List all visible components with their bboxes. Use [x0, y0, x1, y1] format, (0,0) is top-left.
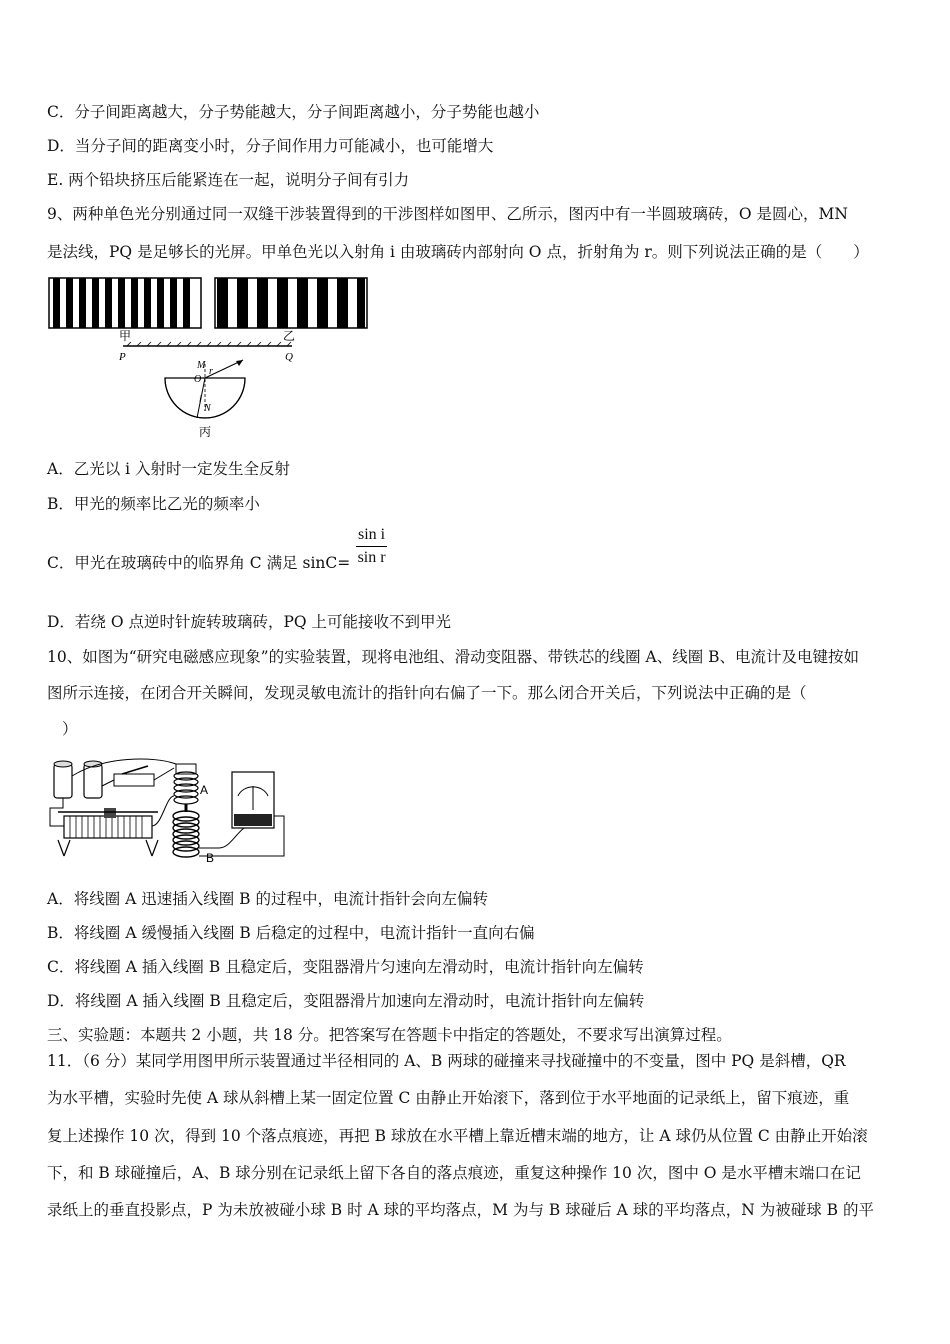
q10-option-c: C．将线圈 A 插入线圈 B 且稳定后，变阻器滑片匀速向左滑动时，电流计指针向左偏转: [47, 958, 644, 976]
rheostat-slider: [104, 808, 116, 818]
q10-stem-line2: 图所示连接，在闭合开关瞬间，发现灵敏电流计的指针向右偏了一下。那么闭合开关后，下列说法中正确的是（: [47, 684, 807, 702]
label-o: O: [194, 374, 202, 385]
q10-stem-line3: ）: [62, 720, 78, 738]
q10-stem-line1: 10、如图为“研究电磁感应现象”的实验装置，现将电池组、滑动变阻器、带铁芯的线圈 A、线圈 B、电流计及电键按如: [47, 648, 860, 666]
battery-1: [54, 764, 72, 798]
q8-option-e: E. 两个铅块挤压后能紧连在一起，说明分子间有引力: [47, 171, 410, 189]
q10-option-b: B．将线圈 A 缓慢插入线圈 B 后稳定的过程中，电流计指针一直向右偏: [47, 924, 535, 942]
label-yi: 乙: [283, 329, 296, 343]
q9-figure: [47, 276, 372, 441]
q9-option-d: D．若绕 O 点逆时针旋转玻璃砖，PQ 上可能接收不到甲光: [47, 613, 452, 631]
interference-pattern-yi: [215, 278, 367, 328]
label-coil-b: B: [206, 851, 215, 865]
coil-a: [174, 772, 198, 804]
q11-stem-line3: 复上述操作 10 次，得到 10 个落点痕迹，再把 B 球放在水平槽上靠近槽末端的地方，让 A 球仍从位置 C 由静止开始滚: [47, 1127, 868, 1145]
rheostat: [64, 816, 152, 838]
fraction-numerator: sin i: [358, 526, 386, 543]
q8-option-d: D．当分子间的距离变小时，分子间作用力可能减小，也可能增大: [47, 137, 494, 155]
q11-stem-line2: 为水平槽，实验时先使 A 球从斜槽上某一固定位置 C 由静止开始滚下，落到位于水平地面的记录纸上，留下痕迹，重: [47, 1089, 850, 1107]
q9-stem-line1: 9、两种单色光分别通过同一双缝干涉装置得到的干涉图样如图甲、乙所示，图丙中有一半圆玻璃砖，O 是圆心，MN: [47, 205, 848, 223]
q9-stem-line2: 是法线，PQ 是足够长的光屏。甲单色光以入射角 i 由玻璃砖内部射向 O 点，折射角为 r。则下列说法正确的是（ ）: [47, 243, 869, 261]
q10-option-d: D．将线圈 A 插入线圈 B 且稳定后，变阻器滑片加速向左滑动时，电流计指针向左偏转: [47, 992, 645, 1010]
q10-figure: [44, 756, 290, 868]
q9-option-a: A．乙光以 i 入射时一定发生全反射: [47, 460, 291, 478]
q11-stem-line5: 录纸上的垂直投影点，P 为未放被碰小球 B 时 A 球的平均落点，M 为与 B 球碰后 A 球的平均落点，N 为被碰球 B 的平: [47, 1201, 874, 1219]
label-n: N: [204, 403, 211, 414]
switch-key: [114, 774, 154, 786]
coil-b: [173, 811, 199, 857]
q9-option-b: B．甲光的频率比乙光的频率小: [47, 495, 260, 513]
label-q: Q: [285, 351, 293, 363]
q9-option-c: C．甲光在玻璃砖中的临界角 C 满足 sinC=: [47, 554, 351, 572]
q8-option-c: C．分子间距离越大，分子势能越大，分子间距离越小，分子势能也越小: [47, 103, 540, 121]
section3-heading: 三、实验题：本题共 2 小题，共 18 分。把答案写在答题卡中指定的答题处，不要求写出演算过程。: [47, 1026, 732, 1044]
label-r: r: [209, 366, 213, 377]
fraction-denominator: sin r: [356, 546, 387, 567]
battery-2: [84, 764, 102, 798]
label-m: M: [197, 360, 206, 371]
label-p: P: [119, 351, 126, 363]
q11-stem-line4: 下，和 B 球碰撞后，A、B 球分别在记录纸上留下各自的落点痕迹，重复这种操作 10 次，图中 O 是水平槽末端口在记: [47, 1164, 861, 1182]
q11-stem-line1: 11．（6 分）某同学用图甲所示装置通过半径相同的 A、B 两球的碰撞来寻找碰撞中的不变量，图中 PQ 是斜槽，QR: [47, 1052, 846, 1070]
label-i: i: [199, 394, 202, 404]
interference-pattern-jia: [49, 278, 201, 328]
label-bing: 丙: [199, 425, 212, 439]
label-coil-a: A: [200, 783, 209, 797]
q10-option-a: A．将线圈 A 迅速插入线圈 B 的过程中，电流计指针会向左偏转: [47, 890, 488, 908]
q9-option-c-fraction: [356, 526, 387, 567]
label-jia: 甲: [119, 329, 132, 343]
